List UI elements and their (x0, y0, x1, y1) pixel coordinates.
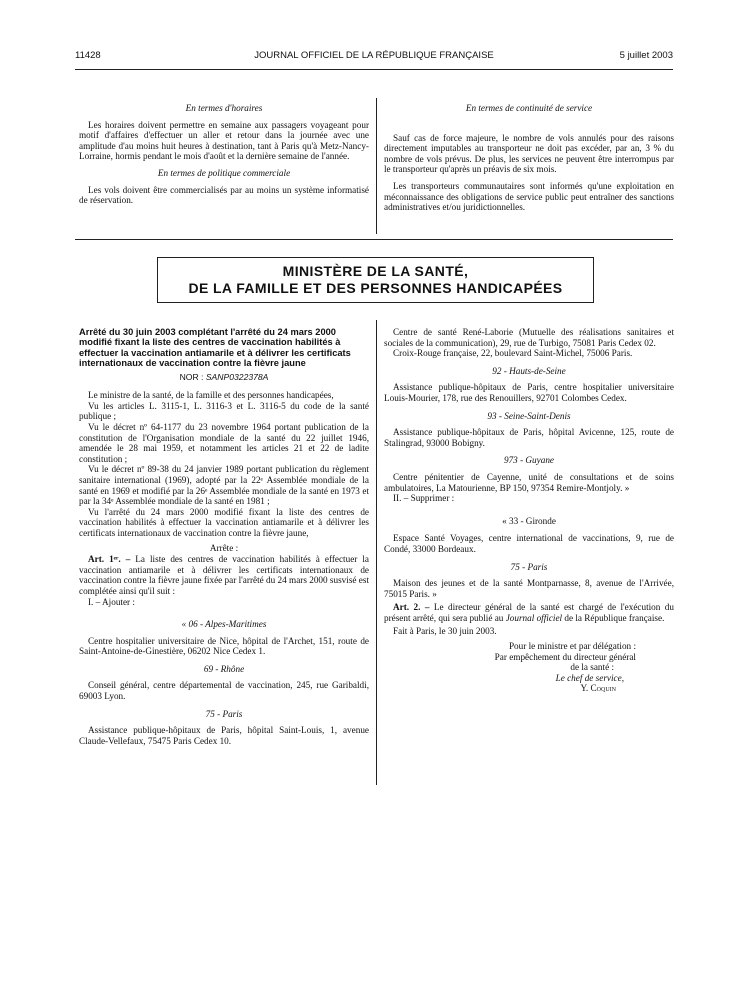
ministry-title-box (157, 257, 594, 303)
visa-arrete-2000: Vu l'arrêté du 24 mars 2000 modifié fixant la liste des centres de vaccination habilités à effectuer la vaccination antiamarile et à délivrer les certificats internationaux de vaccination contre la fièvre jaune, (79, 506, 369, 538)
fait-a-paris: Fait à Paris, le 30 juin 2003. (393, 626, 497, 637)
dept-93-heading: 93 - Seine-Saint-Denis (487, 410, 571, 421)
signature-line-4: Le chef de service, (555, 672, 624, 683)
visa-code-sante: Vu les articles L. 3115-1, L. 3116-3 et L. 3116-5 du code de la santé publique ; (79, 400, 369, 422)
article-1-text: La liste des centres de vaccination habilités à effectuer la vaccination antiamarile et à délivrer les certificats internationaux de vaccination contre la fièvre jaune fixée par l'arrêté du 24 mars 2000 susvisé est complétée ainsi qu'il suit : (79, 554, 369, 596)
article-1-label: Art. 1ᵉʳ. – (88, 554, 131, 565)
journal-title: JOURNAL OFFICIEL DE LA RÉPUBLIQUE FRANÇAISE (254, 50, 494, 61)
nor-reference (79, 372, 369, 383)
header-rule (75, 69, 673, 70)
dept-33-text: Espace Santé Voyages, centre international de vaccinations, 9, rue de Condé, 33000 Bordeaux. (384, 533, 674, 554)
paragraph-sanctions: Les transporteurs communautaires sont informés qu'une exploitation en méconnaissance des obligations de service public peut entraîner des sanctions administratives et/ou juridictionnelles. (384, 180, 674, 213)
dept-69-text: Conseil général, centre départemental de vaccination, 245, rue Garibaldi, 69003 Lyon. (79, 680, 369, 702)
column-divider-bottom (376, 320, 377, 785)
top-right-column (384, 103, 674, 213)
signatory-name: Y. Coquin (580, 683, 616, 694)
section-heading-horaires: En termes d'horaires (185, 103, 263, 113)
article-2-journal: Journal officiel (505, 612, 563, 623)
dept-92-text: Assistance publique-hôpitaux de Paris, centre hospitalier universitaire Louis-Mourier, 178, rue des Renouillers, 92701 Colombes Cedex. (384, 382, 674, 403)
signature-line-1: Pour le ministre et par délégation : (508, 641, 636, 652)
column-divider-top (376, 98, 377, 234)
nor-label: NOR : (179, 371, 204, 382)
issue-date: 5 juillet 2003 (619, 50, 673, 61)
arrete-left-column (79, 327, 369, 746)
page-header (75, 50, 673, 66)
page-number: 11428 (75, 50, 101, 61)
ministry-line-2: DE LA FAMILLE ET DES PERSONNES HANDICAPÉES (188, 280, 563, 296)
dept-75-text: Assistance publique-hôpitaux de Paris, hôpital Saint-Louis, 1, avenue Claude-Vellefaux, 75475 Paris Cedex 10. (79, 725, 369, 746)
arrete-title: Arrêté du 30 juin 2003 complétant l'arrêté du 24 mars 2000 modifié fixant la liste des centres de vaccination habilités à effectuer la vaccination antiamarile et à délivrer les certificats internationaux de vaccination contre la fièvre jaune (79, 327, 351, 369)
visa-minister: Le ministre de la santé, de la famille et des personnes handicapées, (88, 390, 334, 401)
centre-rene-laborie: Centre de santé René-Laborie (Mutuelle des réalisations sanitaires et sociales de la communication), 29, rue de Turbigo, 75081 Paris Cedex 02. (384, 327, 674, 348)
section-heading-politique: En termes de politique commerciale (157, 167, 291, 178)
dept-69-heading: 69 - Rhône (203, 663, 245, 674)
signature-block (384, 641, 674, 694)
dept-92-heading: 92 - Hauts-de-Seine (492, 365, 566, 376)
article-2-text-a: Le directeur général de la santé est chargé de l'exécution du présent arrêté, qui sera publié au (384, 602, 674, 623)
dept-973-heading: 973 - Guyane (503, 455, 554, 466)
nor-code: SANP0322378A (205, 371, 269, 382)
dept-06-text: Centre hospitalier universitaire de Nice, hôpital de l'Archet, 151, route de Saint-Antoine-de-Ginestière, 06202 Nice Cedex 1. (79, 635, 369, 657)
article-1 (79, 554, 369, 596)
supprimer-label: II. – Supprimer : (393, 493, 455, 504)
dept-973-text: Centre pénitentier de Cayenne, unité de consultations et de soins ambulatoires, La Matourienne, BP 150, 97354 Remire-Montjoly. » (384, 471, 674, 493)
arrete-right-column (384, 327, 674, 694)
visa-decret-1989: Vu le décret nº 89-38 du 24 janvier 1989 portant publication du règlement sanitaire international (1969), adopté par la 22ᵉ Assemblée mondiale de la santé en 1969 et modifié par la 26ᵉ Assemblée mondiale de la santé en 1973 et par la 34ᵉ Assemblée mondiale de la santé en 1981 ; (79, 464, 369, 507)
article-2-text-b: de la République française. (562, 612, 665, 623)
top-left-column (79, 103, 369, 206)
paragraph-politique: Les vols doivent être commercialisés par au moins un système informatisé de réservation. (79, 184, 369, 206)
signature-line-2: Par empêchement du directeur général (494, 651, 636, 662)
paragraph-continuite: Sauf cas de force majeure, le nombre de vols annulés pour des raisons directement imputables au transporteur ne doit pas excéder, par an, 3 % du nombre de vols prévus. De plus, les services ne peuvent être interrompus par le transporteur qu'après un préavis de six mois. (384, 132, 674, 175)
dept-75b-heading: 75 - Paris (510, 561, 548, 572)
paragraph-horaires: Les horaires doivent permettre en semaine aux passagers voyageant pour motif d'affaires d'effectuer un aller et retour dans la journée avec une amplitude d'au moins huit heures à destination, tant à Paris qu'à Metz-Nancy-Lorraine, hormis pendant le mois d'août et la dernière semaine de l'année. (79, 119, 369, 162)
dept-93-text: Assistance publique-hôpitaux de Paris, hôpital Avicenne, 125, route de Stalingrad, 93000 Bobigny. (384, 427, 674, 448)
ministry-line-1: MINISTÈRE DE LA SANTÉ, (282, 263, 469, 279)
article-2-label: Art. 2. – (393, 602, 430, 613)
section-rule (75, 239, 673, 240)
dept-75b-text: Maison des jeunes et de la santé Montparnasse, 8, avenue de l'Arrivée, 75015 Paris. » (384, 578, 674, 599)
dept-75-heading: 75 - Paris (205, 708, 243, 719)
dept-06-heading: « 06 - Alpes-Maritimes (181, 619, 267, 630)
signature-line-3: de la santé : (570, 662, 614, 673)
article-2 (384, 602, 674, 623)
ajouter-label: I. – Ajouter : (88, 596, 135, 607)
arrete-label: Arrête : (209, 542, 239, 553)
visa-decret-1964: Vu le décret nº 64-1177 du 23 novembre 1964 portant publication de la constitution de l'Organisation mondiale de la santé du 22 juillet 1946, amendée le 28 mai 1959, et notamment les articles 21 et 22 de ladite constitution ; (79, 422, 369, 464)
section-heading-continuite: En termes de continuité de service (465, 103, 593, 113)
croix-rouge: Croix-Rouge française, 22, boulevard Saint-Michel, 75006 Paris. (393, 348, 633, 359)
dept-33-heading: « 33 - Gironde (502, 515, 556, 526)
